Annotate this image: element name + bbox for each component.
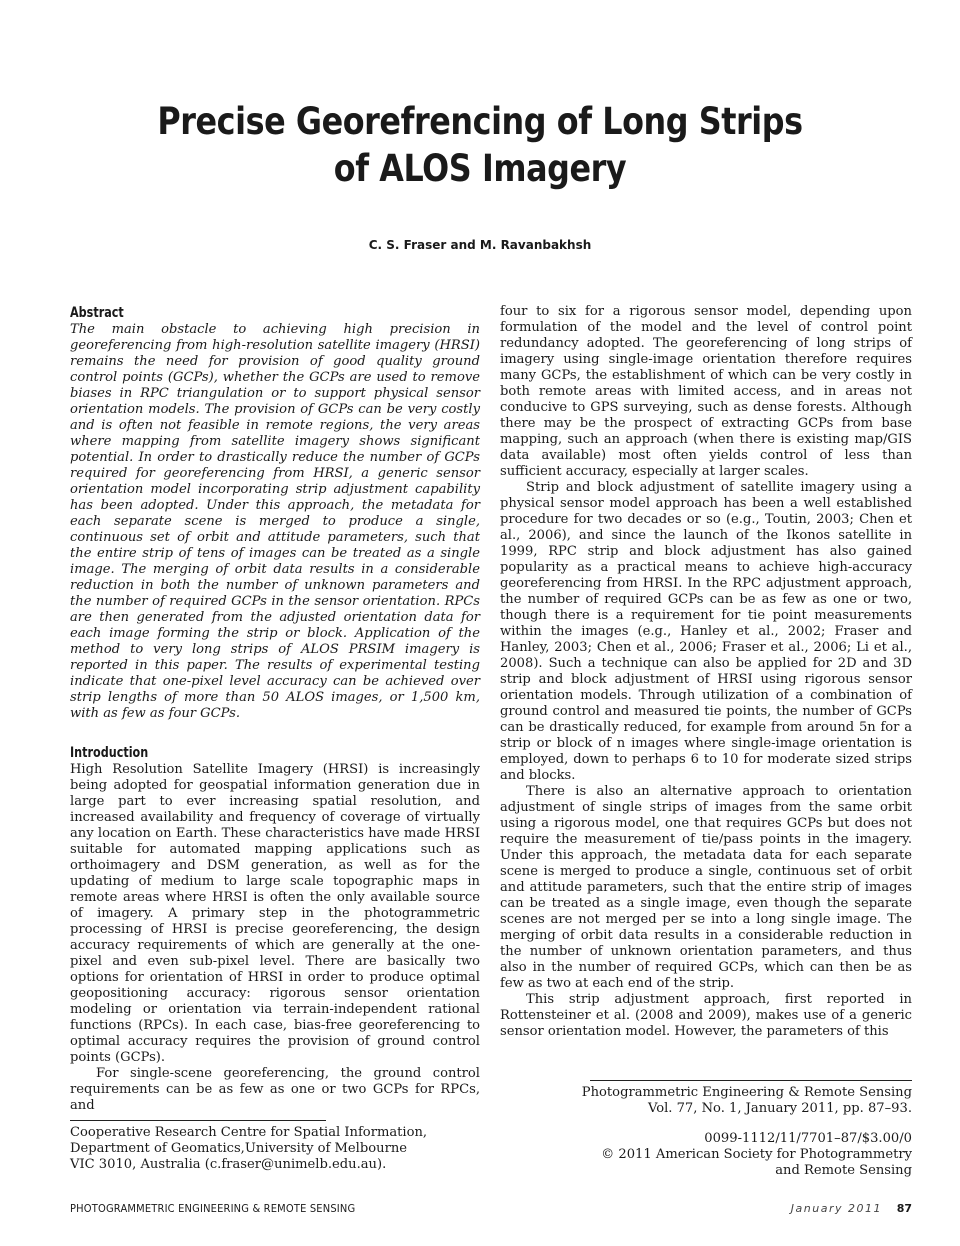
left-column	[70, 304, 480, 1114]
affiliation-line-2: Department of Geomatics,University of Melbourne	[70, 1141, 408, 1156]
footer-date: January 2011	[790, 1202, 882, 1215]
publication-rule	[590, 1080, 912, 1081]
title-line-1: Precise Georefrencing of Long Strips	[157, 100, 803, 143]
journal-name: Photogrammetric Engineering & Remote Sensing	[581, 1085, 912, 1100]
right-paragraph-2: Strip and block adjustment of satellite imagery using a physical sensor model approach has been a well established procedure for two decades or so (e.g., Toutin, 2003; Chen et al., 2006), and since the launch of the Ikonos satellite in 1999, RPC strip and block adjustment has also gained popularity as a practical means to achieve high-accuracy georeferencing from HRSI. In the RPC adjustment approach, the number of required GCPs can be as few as one or two, though there is a requirement for tie point measurements within the images (e.g., Hanley et al., 2002; Fraser and Hanley, 2003; Chen et al., 2006; Fraser et al., 2006; Li et al., 2008). Such a technique can also be applied for 2D and 3D strip and block adjustment of HRSI using rigorous sensor orientation models. Through utilization of a combination of ground control and measured tie points, the number of GCPs can be drastically reduced, for example from around 5n for a strip or block of n images where single-image orientation is employed, down to perhaps 6 to 10 for moderate sized strips and blocks.	[500, 480, 912, 783]
affiliation-rule	[70, 1120, 326, 1121]
affiliation-line-3: VIC 3010, Australia (c.fraser@unimelb.edu.au).	[70, 1157, 387, 1172]
article-code: 0099-1112/11/7701–87/$3.00/0	[704, 1131, 912, 1146]
affiliation-line-1: Cooperative Research Centre for Spatial Information,	[70, 1125, 428, 1140]
copyright-line-1: © 2011 American Society for Photogrammetry	[601, 1147, 912, 1162]
affiliation	[70, 1120, 490, 1173]
page-footer	[70, 1200, 912, 1218]
right-paragraph-1: four to six for a rigorous sensor model, depending upon formulation of the model and the level of control point redundancy adopted. The georeferencing of long strips of imagery using single-image orientation therefore requires many GCPs, the establishment of which can be very costly in both remote areas with limited access, and in areas not conducive to GPS surveying, such as dense forests. Although there may be the prospect of extracting GCPs from base mapping, such an approach (when there is existing map/GIS data available) most often yields control of less than sufficient accuracy, especially at larger scales.	[500, 304, 912, 479]
page-number: 87	[896, 1202, 912, 1215]
introduction-heading: Introduction	[70, 745, 149, 761]
right-column	[500, 304, 912, 1040]
intro-paragraph-1: High Resolution Satellite Imagery (HRSI) is increasingly being adopted for geospatial information generation due in large part to ever increasing spatial resolution, and increased availability and frequency of coverage of virtually any location on Earth. These characteristics have made HRSI suitable for automated mapping applications such as orthoimagery and DSM generation, as well as for the updating of medium to large scale topographic maps in remote areas where HRSI is often the only available source of imagery. A primary step in the photogrammetric processing of HRSI is precise georeferencing, the design accuracy requirements of which are generally at the one-pixel and even sub-pixel level. There are basically two options for orientation of HRSI in order to produce optimal geopositioning accuracy: rigorous sensor orientation modeling or orientation via terrain-independent rational functions (RPCs). In each case, bias-free georeferencing to optimal accuracy requires the provision of ground control points (GCPs).	[70, 762, 480, 1065]
right-paragraph-3: There is also an alternative approach to orientation adjustment of single strips of images from the same orbit using a rigorous model, one that requires GCPs but does not require the measurement of tie/pass points in the imagery. Under this approach, the metadata data for each separate scene is merged to produce a single, continuous set of orbit and attitude parameters, such that the entire strip of images can be treated as a single image, even though the separate scenes are not merged per se into a long single image. The merging of orbit data results in a considerable reduction in the number of unknown orientation parameters, and thus also in the number of required GCPs, which can then be as few as two at each end of the strip.	[500, 784, 912, 991]
publication-info	[560, 1080, 912, 1179]
footer-journal: PHOTOGRAMMETRIC ENGINEERING & REMOTE SENSING	[70, 1202, 356, 1215]
journal-volume: Vol. 77, No. 1, January 2011, pp. 87–93.	[647, 1101, 912, 1116]
title-line-2: of ALOS Imagery	[333, 147, 627, 190]
authors: C. S. Fraser and M. Ravanbakhsh	[368, 238, 592, 252]
abstract-text: The main obstacle to achieving high precision in georeferencing from high-resolution satellite imagery (HRSI) remains the need for provision of good quality ground control points (GCPs), whether the GCPs are used to remove biases in RPC triangulation or to support physical sensor orientation models. The provision of GCPs can be very costly and is often not feasible in remote regions, the very areas where mapping from satellite imagery shows significant potential. In order to drastically reduce the number of GCPs required for georeferencing from HRSI, a generic sensor orientation model incorporating strip adjustment capability has been adopted. Under this approach, the metadata for each separate scene is merged to produce a single, continuous set of orbit and attitude parameters, such that the entire strip of tens of images can be treated as a single image. The merging of orbit data results in a considerable reduction in both the number of unknown parameters and the number of required GCPs in the sensor orientation. RPCs are then generated from the adjusted orientation data for each image forming the strip or block. Application of the method to very long strips of ALOS PRSIM imagery is reported in this paper. The results of experimental testing indicate that one-pixel level accuracy can be achieved over strip lengths of more than 50 ALOS images, or 1,500 km, with as few as four GCPs.	[70, 322, 480, 721]
copyright-line-2: and Remote Sensing	[775, 1163, 912, 1178]
intro-paragraph-2: For single-scene georeferencing, the ground control requirements can be as few as one or two GCPs for RPCs, and	[70, 1066, 480, 1113]
abstract-heading: Abstract	[70, 305, 124, 321]
right-paragraph-4: This strip adjustment approach, first reported in Rottensteiner et al. (2008 and 2009), makes use of a generic sensor orientation model. However, the parameters of this	[500, 992, 912, 1039]
paper-title	[119, 98, 841, 192]
